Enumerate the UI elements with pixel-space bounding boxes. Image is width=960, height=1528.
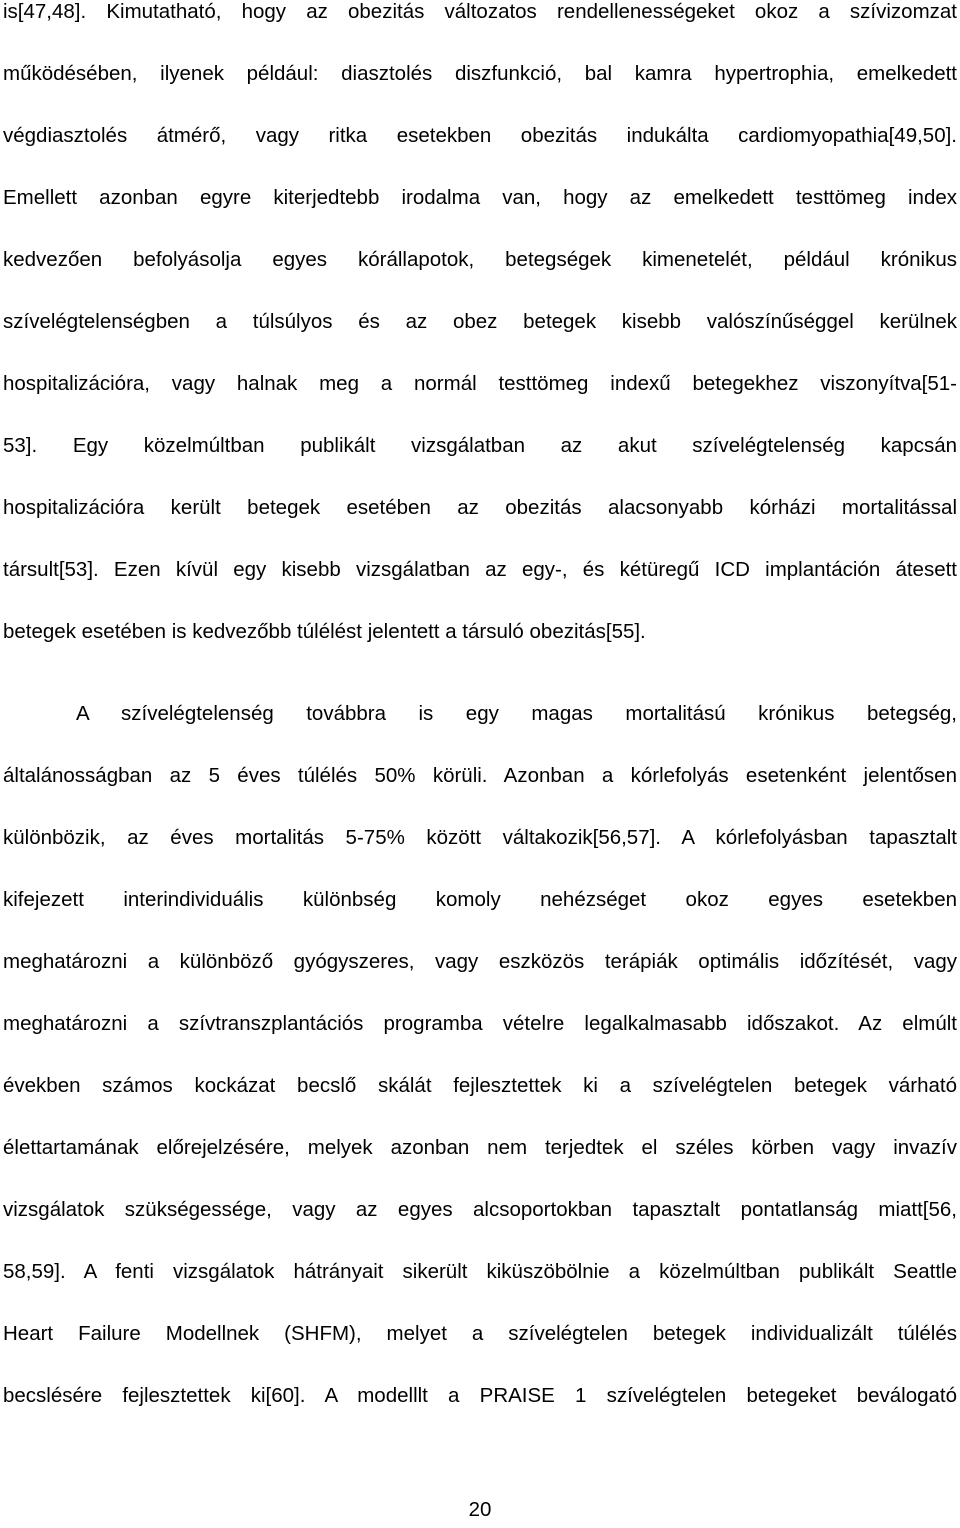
text-line: meghatározni a különböző gyógyszeres, vagy eszközös terápiák optimális időzítését, vagy (3, 950, 957, 973)
text-line: társult[53]. Ezen kívül egy kisebb vizsgálatban az egy-, és kétüregű ICD implantáción átesett (3, 558, 957, 581)
text-line: hospitalizációra, vagy halnak meg a normál testtömeg indexű betegekhez viszonyítva[51- (3, 372, 957, 395)
text-line: években számos kockázat becslő skálát fejlesztettek ki a szívelégtelen betegek várható (3, 1074, 957, 1097)
text-line: 58,59]. A fenti vizsgálatok hátrányait sikerült kiküszöbölnie a közelmúltban publikált Seattle (3, 1260, 957, 1283)
text-line: 53]. Egy közelmúltban publikált vizsgálatban az akut szívelégtelenség kapcsán (3, 434, 957, 457)
text-line: kifejezett interindividuális különbség komoly nehézséget okoz egyes esetekben (3, 888, 957, 911)
text-line: vizsgálatok szükségessége, vagy az egyes alcsoportokban tapasztalt pontatlanság miatt[56, (3, 1198, 957, 1221)
page-number: 20 (468, 1498, 492, 1521)
text-line: szívelégtelenségben a túlsúlyos és az obez betegek kisebb valószínűséggel kerülnek (3, 310, 957, 333)
text-line: Emellett azonban egyre kiterjedtebb irodalma van, hogy az emelkedett testtömeg index (3, 186, 957, 209)
text-line: működésében, ilyenek például: diasztolés diszfunkció, bal kamra hypertrophia, emelkedett (3, 62, 957, 85)
text-line: végdiasztolés átmérő, vagy ritka esetekben obezitás indukálta cardiomyopathia[49,50]. (3, 124, 957, 147)
text-line: betegek esetében is kedvezőbb túlélést jelentett a társuló obezitás[55]. (3, 620, 646, 643)
text-line: hospitalizációra került betegek esetében az obezitás alacsonyabb kórházi mortalitással (3, 496, 957, 519)
text-line: élettartamának előrejelzésére, melyek azonban nem terjedtek el széles körben vagy invazív (3, 1136, 957, 1159)
text-line: kedvezően befolyásolja egyes kórállapotok, betegségek kimenetelét, például krónikus (3, 248, 957, 271)
text-line: A szívelégtelenség továbbra is egy magas mortalitású krónikus betegség, (76, 702, 957, 725)
text-line: általánosságban az 5 éves túlélés 50% körüli. Azonban a kórlefolyás esetenként jelentősen (3, 764, 957, 787)
text-line: becslésére fejlesztettek ki[60]. A modelllt a PRAISE 1 szívelégtelen betegeket beválogató (3, 1384, 957, 1407)
text-line: is[47,48]. Kimutatható, hogy az obezitás változatos rendellenességeket okoz a szívizomzat (3, 0, 957, 23)
text-line: különbözik, az éves mortalitás 5-75% között váltakozik[56,57]. A kórlefolyásban tapasztalt (3, 826, 957, 849)
text-line: meghatározni a szívtranszplantációs programba vételre legalkalmasabb időszakot. Az elmúlt (3, 1012, 957, 1035)
text-line: Heart Failure Modellnek (SHFM), melyet a szívelégtelen betegek individualizált túlélés (3, 1322, 957, 1345)
